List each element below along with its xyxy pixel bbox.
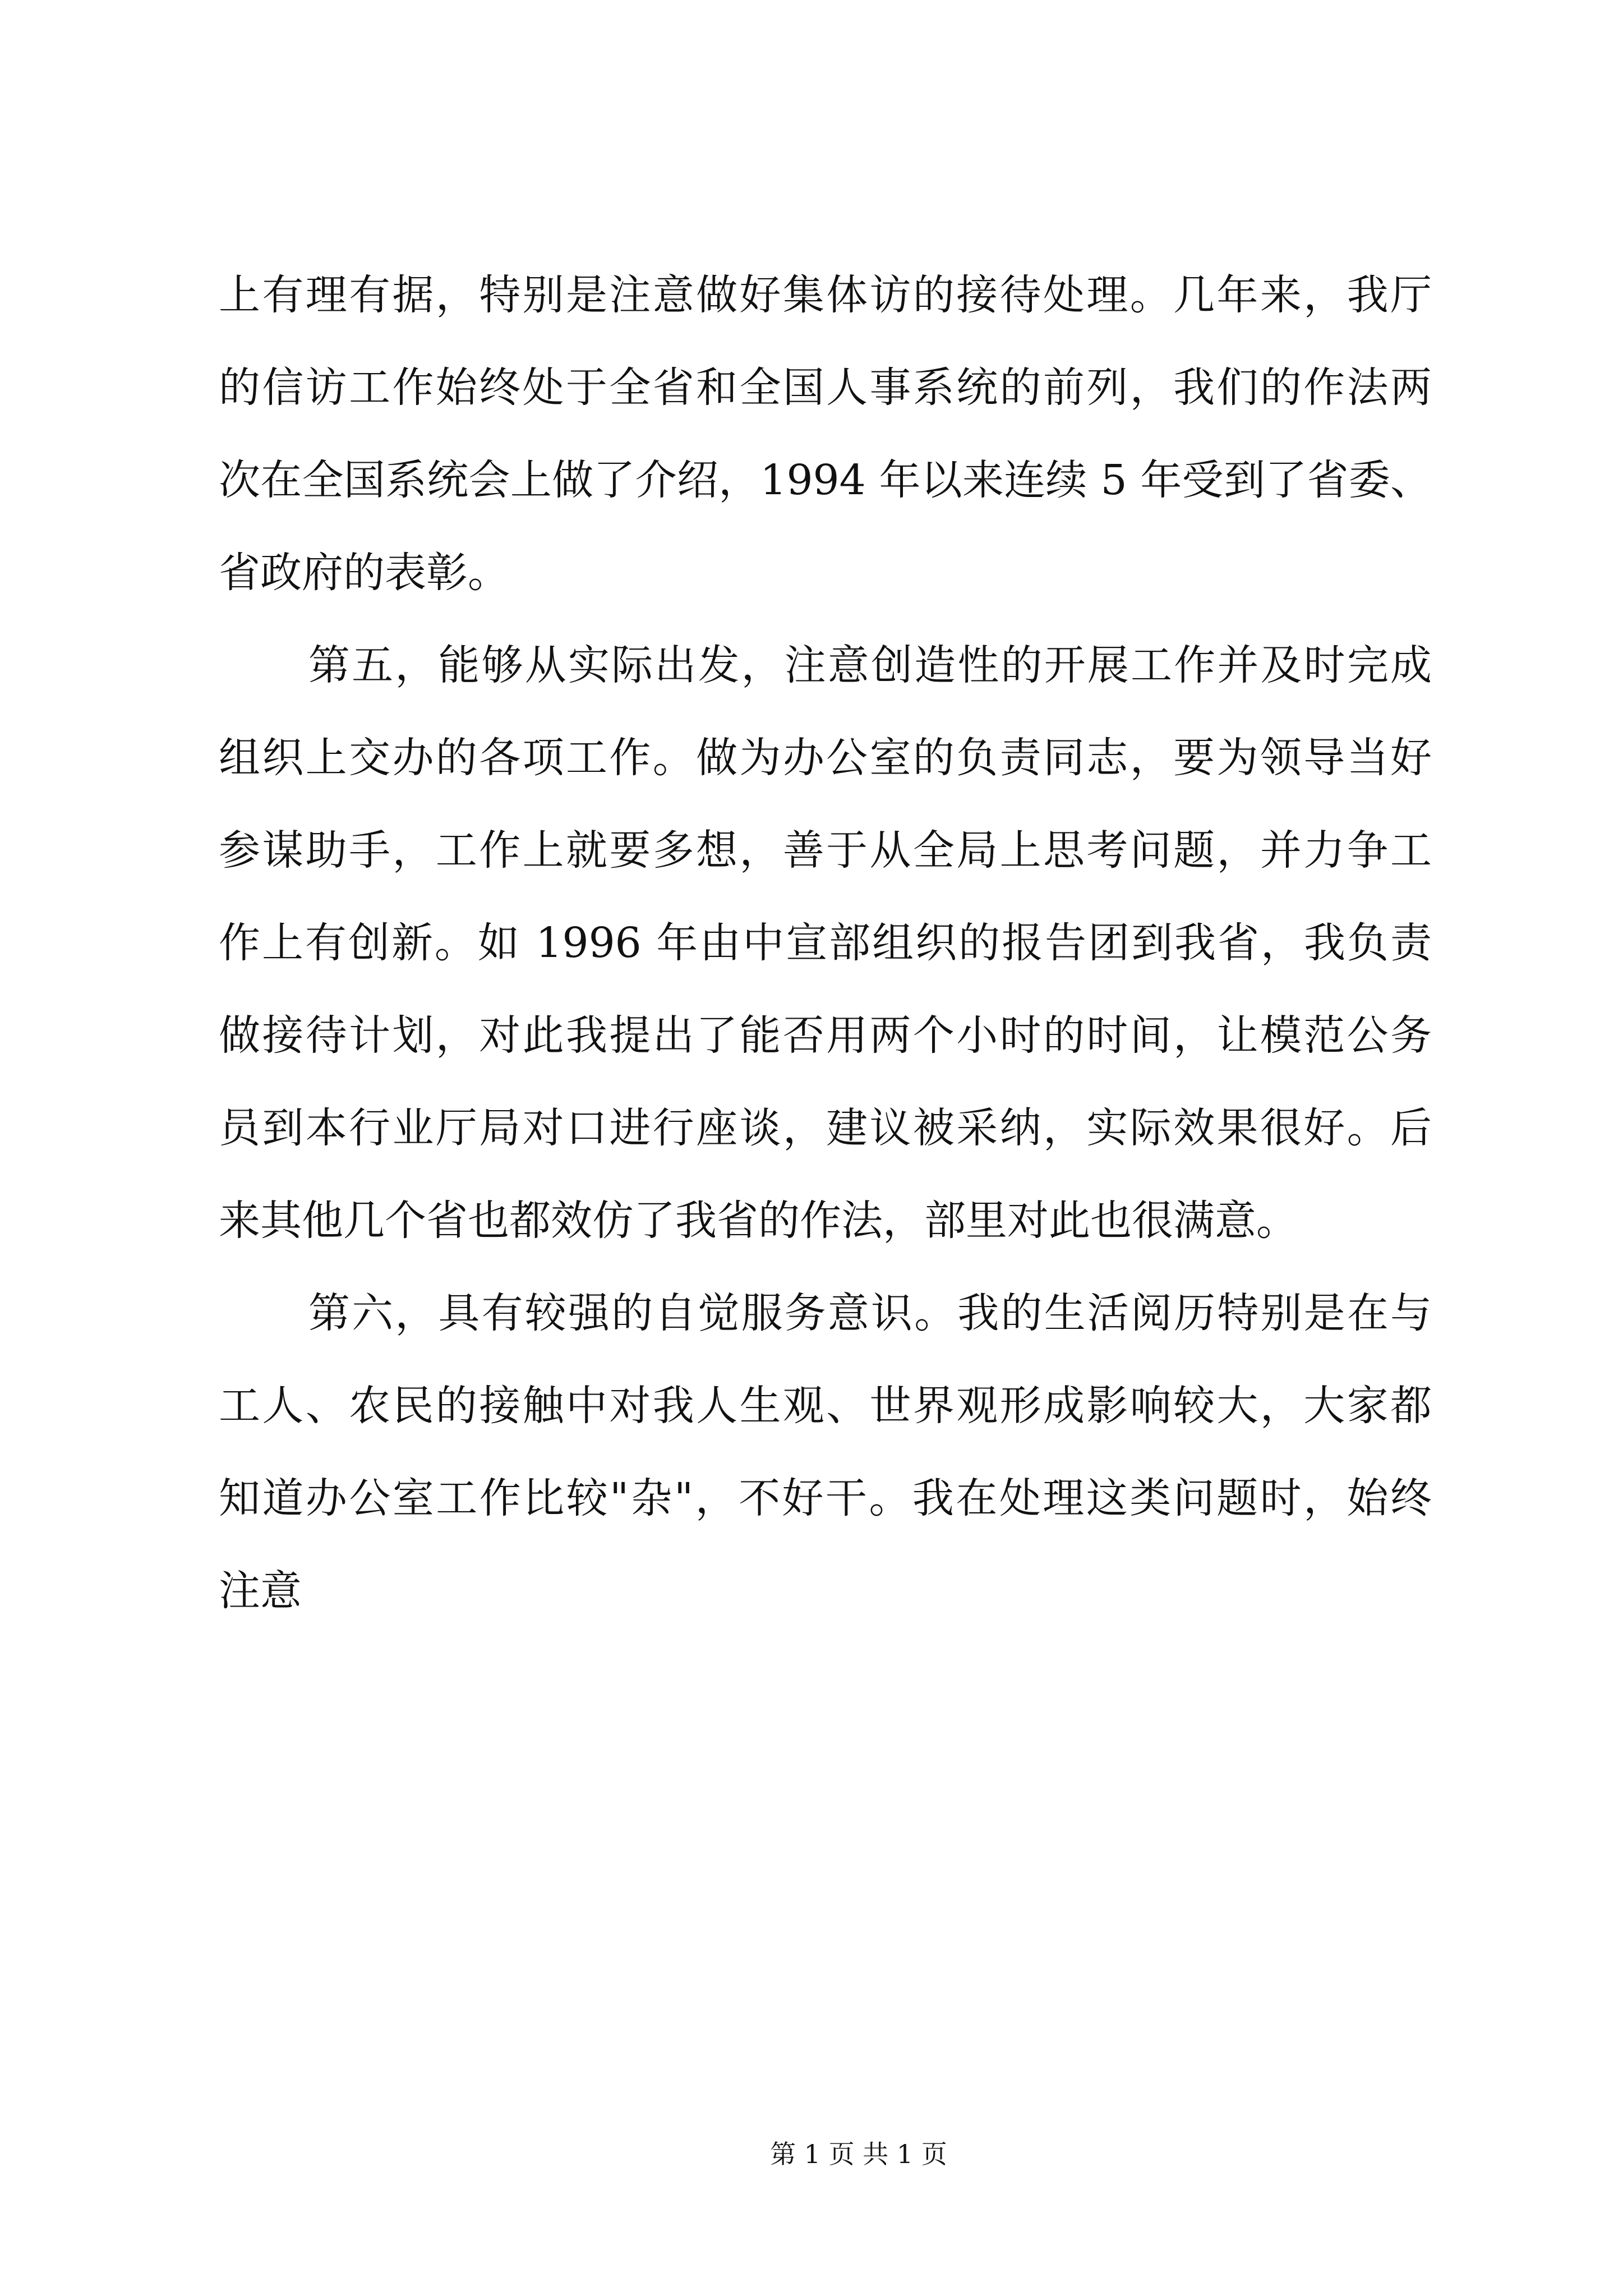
paragraph-line: 注意	[219, 1567, 302, 1615]
paragraph-line: 上有理有据，特别是注意做好集体访的接待处理。几年来，我厅	[219, 271, 1432, 319]
paragraph-line: 组织上交办的各项工作。做为办公室的负责同志，要为领导当好	[219, 734, 1432, 782]
paragraph	[219, 1267, 1432, 1637]
paragraph-line: 来其他几个省也都效仿了我省的作法，部里对此也很满意。	[219, 1197, 1298, 1245]
paragraph-line: 知道办公室工作比较"杂"，不好干。我在处理这类问题时，始终	[219, 1474, 1432, 1522]
paragraph	[219, 249, 1432, 619]
paragraph-line: 的信访工作始终处于全省和全国人事系统的前列，我们的作法两	[219, 364, 1432, 412]
paragraph-line: 第五，能够从实际出发，注意创造性的开展工作并及时完成	[308, 641, 1432, 689]
paragraph-line: 做接待计划，对此我提出了能否用两个小时的时间，让模范公务	[219, 1011, 1432, 1060]
paragraph-line: 参谋助手，工作上就要多想，善于从全局上思考问题，并力争工	[219, 826, 1432, 875]
paragraph-line: 第六，具有较强的自觉服务意识。我的生活阅历特别是在与	[308, 1289, 1432, 1337]
paragraph-line: 省政府的表彰。	[219, 549, 509, 597]
paragraph-line: 作上有创新。如 1996 年由中宣部组织的报告团到我省，我负责	[219, 919, 1432, 967]
paragraph-line: 工人、农民的接触中对我人生观、世界观形成影响较大，大家都	[219, 1382, 1432, 1430]
paragraph-line: 次在全国系统会上做了介绍，1994 年以来连续 5 年受到了省委、	[219, 456, 1432, 504]
paragraph	[219, 619, 1432, 1267]
document-body	[219, 249, 1432, 1637]
paragraph-line: 员到本行业厅局对口进行座谈，建议被采纳，实际效果很好。后	[219, 1104, 1432, 1152]
page-footer: 第 1 页 共 1 页	[770, 2139, 947, 2169]
